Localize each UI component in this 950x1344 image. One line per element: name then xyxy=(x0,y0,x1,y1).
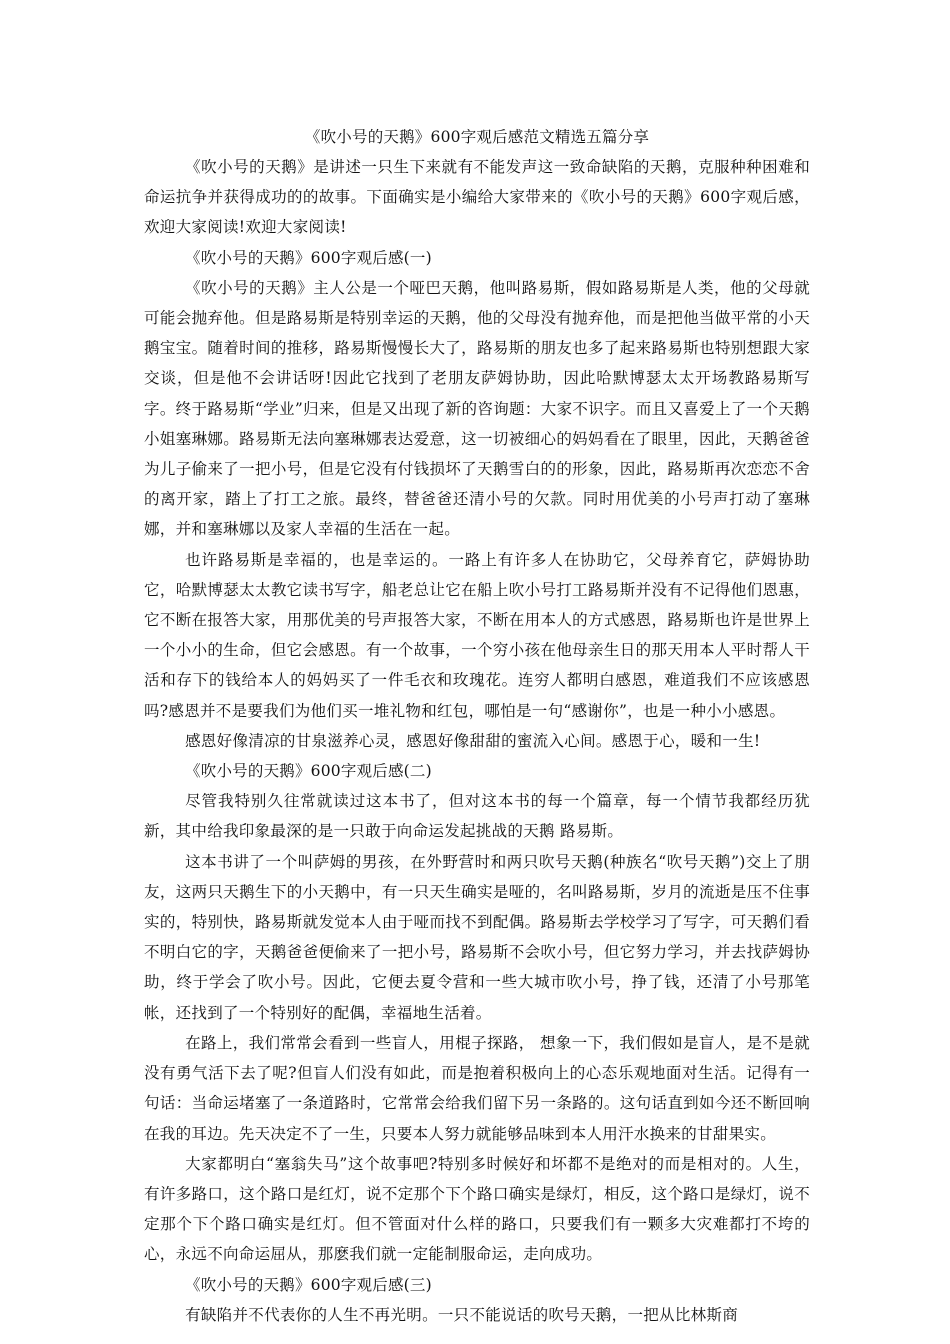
section-heading-3: 《吹小号的天鹅》600字观后感(三) xyxy=(185,1275,432,1294)
section-heading-2: 《吹小号的天鹅》600字观后感(二) xyxy=(185,762,432,781)
body-paragraph: 大家都明白“塞翁失马”这个故事吧?特别多时候好和坏都不是绝对的而是相对的。人生，有许多路口，这个路口是红灯，说不定那个下个路口确实是绿灯，相反，这个路口是绿灯，说不定那个下个路口确实是红灯。但不管面对什么样的路口，只要我们有一颗多大灾难都打不垮的心，永远不向命运屈从，那麽我们就一定能制服命运，走向成功。 xyxy=(144,1154,810,1264)
body-paragraph: 这本书讲了一个叫萨姆的男孩，在外野营时和两只吹号天鹅(种族名“吹号天鹅”)交上了朋友，这两只天鹅生下的小天鹅中，有一只天生确实是哑的，名叫路易斯，岁月的流逝是压不住事实的，特别快，路易斯就发觉本人由于哑而找不到配偶。路易斯去学校学习了写字，可天鹅们看不明白它的字，天鹅爸爸便偷来了一把小号，路易斯不会吹小号，但它努力学习，并去找萨姆协助，终于学会了吹小号。因此，它便去夏令营和一些大城市吹小号，挣了钱，还清了小号那笔帐，还找到了一个特别好的配偶，幸福地生活着。 xyxy=(144,852,810,1022)
document-title: 《吹小号的天鹅》600字观后感范文精选五篇分享 xyxy=(304,128,650,146)
body-paragraph: 尽管我特别久往常就读过这本书了，但对这本书的每一个篇章，每一个情节我都经历犹新，其中给我印象最深的是一只敢于向命运发起挑战的天鹅 路易斯。 xyxy=(144,792,810,841)
body-paragraph: 有缺陷并不代表你的人生不再光明。一只不能说话的吹号天鹅，一把从比林斯商 xyxy=(185,1305,739,1324)
body-paragraph: 也许路易斯是幸福的，也是幸运的。一路上有许多人在协助它，父母养育它，萨姆协助它，哈默博瑟太太教它读书写字，船老总让它在船上吹小号打工路易斯并没有不记得他们恩惠，它不断在报答大家，用那优美的号声报答大家，不断在用本人的方式感恩，路易斯也许是世界上一个小小的生命，但它会感恩。有一个故事，一个穷小孩在他母亲生日的那天用本人平时帮人干活和存下的钱给本人的妈妈买了一件毛衣和玫瑰花。连穷人都明白感恩，难道我们不应该感恩吗?感恩并不是要我们为他们买一堆礼物和红包，哪怕是一句“感谢你”，也是一种小小感恩。 xyxy=(144,550,810,720)
intro-paragraph: 《吹小号的天鹅》是讲述一只生下来就有不能发声这一致命缺陷的天鹅，克服种种困难和命运抗争并获得成功的的故事。下面确实是小编给大家带来的《吹小号的天鹅》600字观后感，欢迎大家阅读!欢迎大家阅读! xyxy=(144,158,810,237)
body-paragraph: 感恩好像清凉的甘泉滋养心灵，感恩好像甜甜的蜜流入心间。感恩于心，暖和一生! xyxy=(185,731,761,750)
body-paragraph: 在路上，我们常常会看到一些盲人，用棍子探路， 想象一下，我们假如是盲人，是不是就没有勇气活下去了呢?但盲人们没有如此，而是抱着积极向上的心态乐观地面对生活。记得有一句话：当命运堵塞了一条道路时，它常常会给我们留下另一条路的。这句话直到如今还不断回响在我的耳边。先天决定不了一生，只要本人努力就能够品味到本人用汗水换来的甘甜果实。 xyxy=(144,1033,810,1143)
section-heading-1: 《吹小号的天鹅》600字观后感(一) xyxy=(185,248,432,267)
document-page xyxy=(144,122,810,1330)
body-paragraph: 《吹小号的天鹅》主人公是一个哑巴天鹅，他叫路易斯，假如路易斯是人类，他的父母就可能会抛弃他。但是路易斯是特别幸运的天鹅，他的父母没有抛弃他，而是把他当做平常的小天鹅宝宝。随着时间的推移，路易斯慢慢长大了，路易斯的朋友也多了起来路易斯也特别想跟大家交谈，但是他不会讲话呀!因此它找到了老朋友萨姆协助，因此哈默博瑟太太开场教路易斯写字。终于路易斯“学业”归来，但是又出现了新的咨询题：大家不识字。而且又喜爱上了一个天鹅小姐塞琳娜。路易斯无法向塞琳娜表达爱意，这一切被细心的妈妈看在了眼里，因此，天鹅爸爸为儿子偷来了一把小号，但是它没有付钱损坏了天鹅雪白的的形象，因此，路易斯再次恋恋不舍的离开家，踏上了打工之旅。最终，替爸爸还清小号的欠款。同时用优美的小号声打动了塞琳娜，并和塞琳娜以及家人幸福的生活在一起。 xyxy=(144,278,810,539)
